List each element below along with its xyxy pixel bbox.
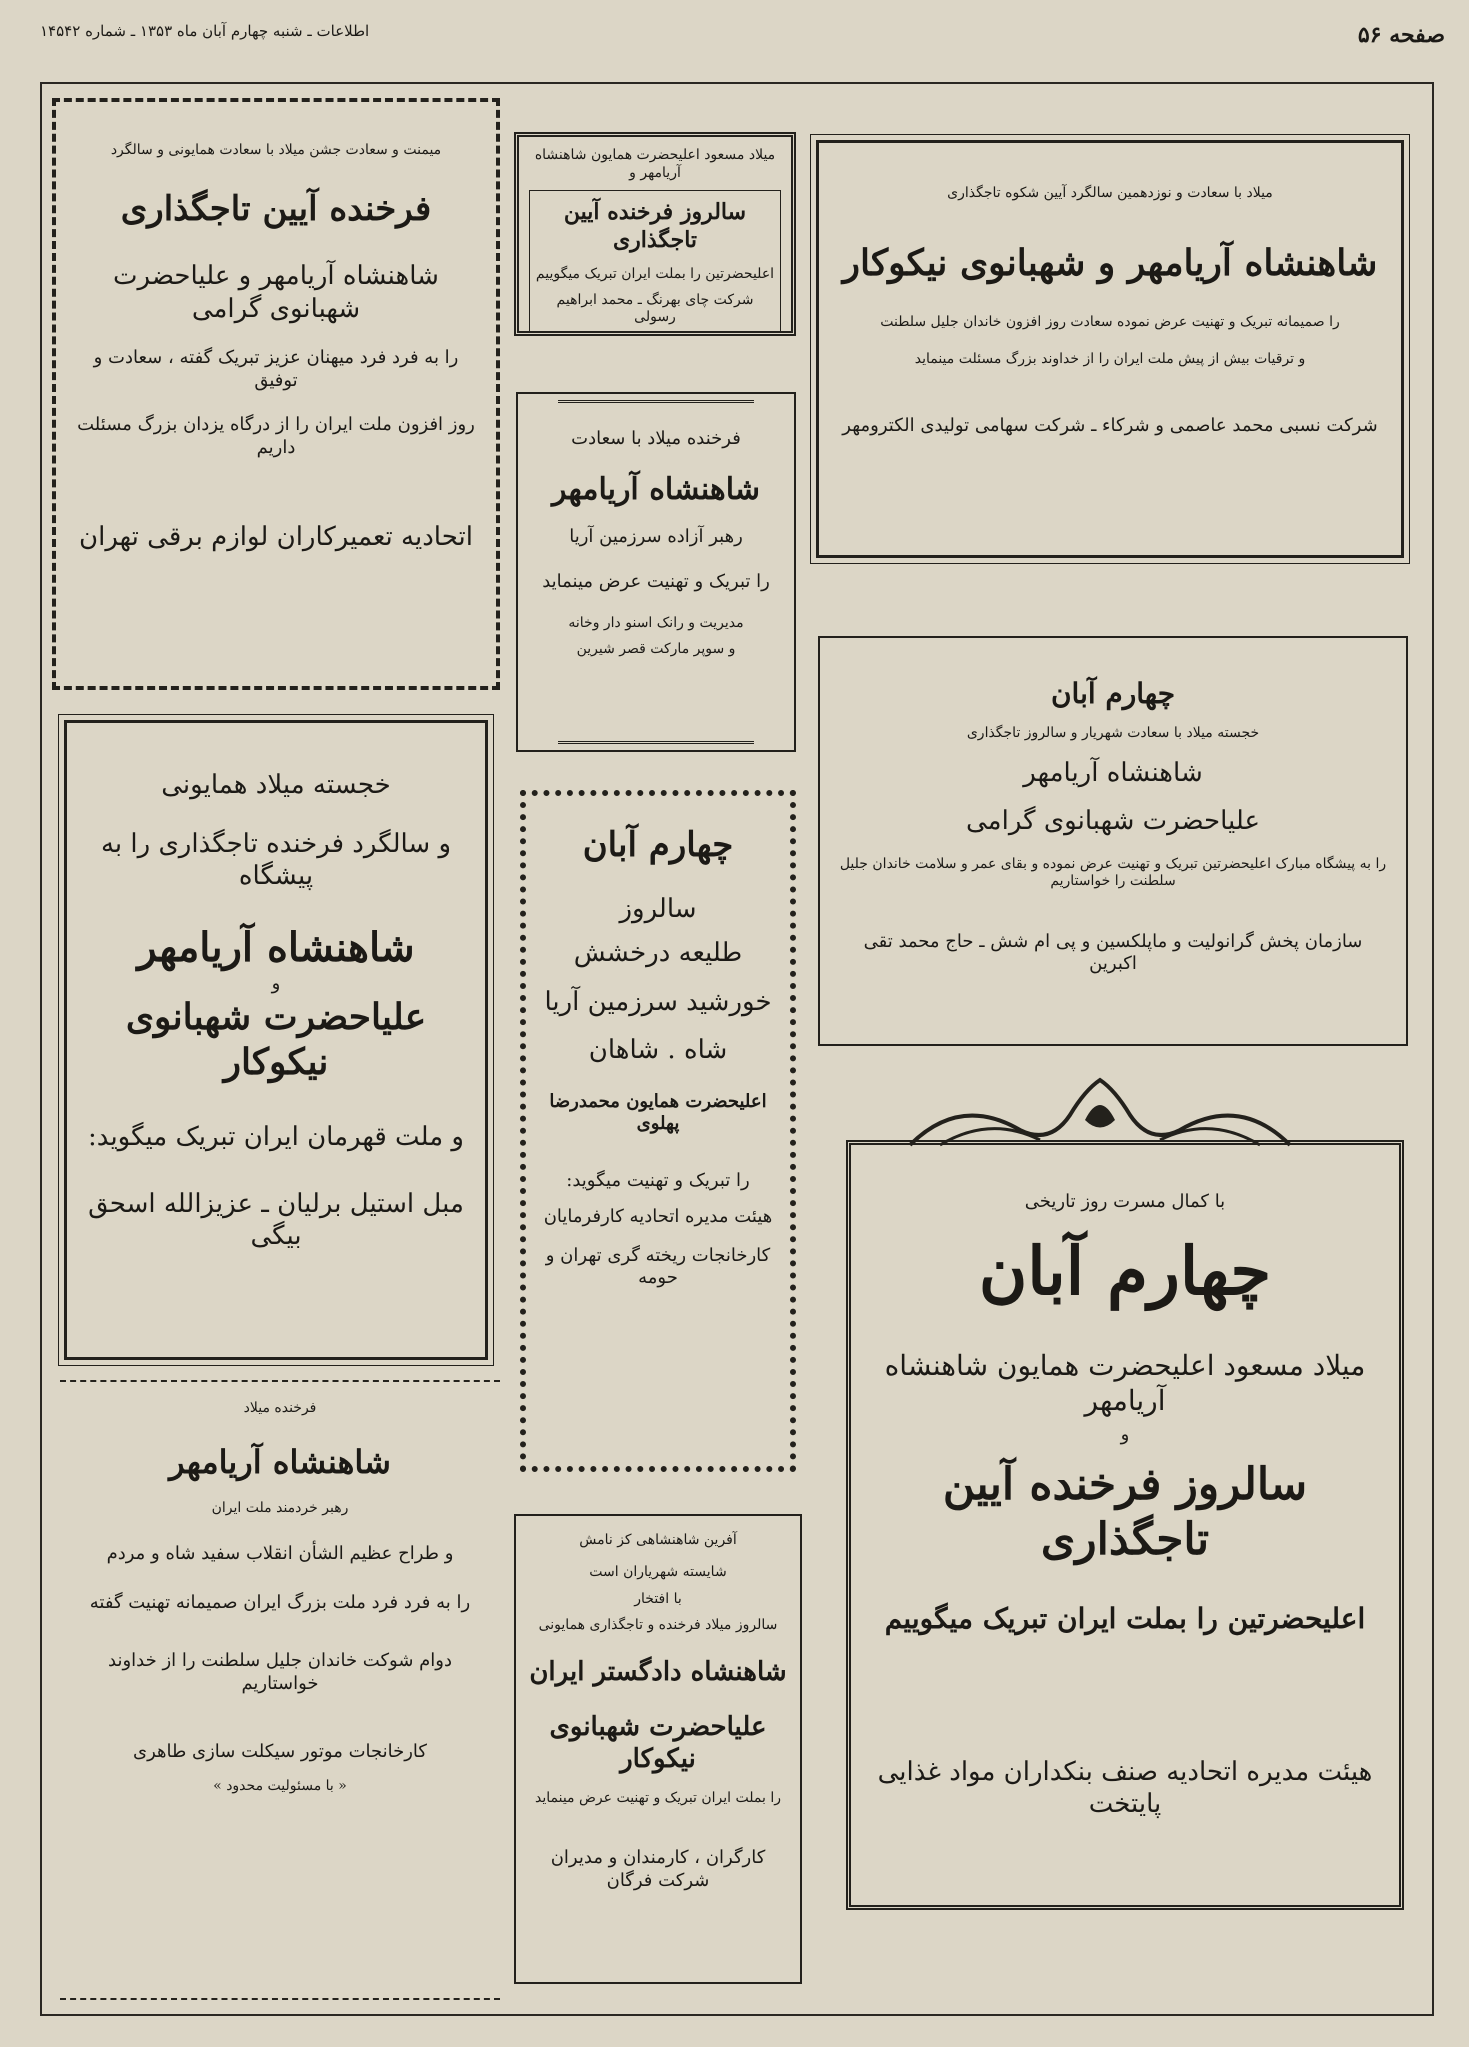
ad7-signature: کارخانجات ریخته گری تهران و حومه [545,1244,771,1288]
ad9-line5: دوام شوکت خاندان جلیل سلطنت را از خداوند خواستاریم [108,1650,452,1694]
ad10-line2: شایسته شهریاران است [589,1563,727,1580]
ad10-line5: را بملت ایران تبریک و تهنیت عرض مینماید [535,1789,781,1806]
ad8-line2: میلاد مسعود اعلیحضرت همایون شاهنشاه آریامهر [884,1349,1366,1417]
ad2-line2: اعلیحضرتین را بملت ایران تبریک میگوییم [535,266,775,282]
page-header-number: صفحه ۵۶ [1357,22,1445,48]
ad-fargan-company [514,1514,802,1984]
ad10-line1: آفرین شاهنشاهی کز نامش [579,1532,737,1548]
ad1-line2: شاهنشاه آریامهر و علیاحضرت شهبانوی گرامی [113,261,439,324]
ad-granulite-distribution [818,636,1408,1046]
ad3-title: شاهنشاه آریامهر و شهبانوی نیکوکار [842,241,1378,284]
ad10-signature: کارگران ، کارمندان و مدیران شرکت فرگان [550,1847,766,1891]
ad10-line4: سالروز میلاد فرخنده و تاجگذاری همایونی [538,1616,778,1633]
ad9-title: شاهنشاه آریامهر [169,1442,391,1481]
ad7-line6: را تبریک و تهنیت میگوید: [566,1169,750,1191]
ad9-line2: رهبر خردمند ملت ایران [211,1499,349,1516]
ad5-signature: سازمان پخش گرانولیت و ماپلکسین و پی ام شش ـ حاج محمد تقی اکبرین [863,930,1363,974]
ad1-title: فرخنده آیین تاجگذاری [120,188,432,229]
ad-foundry-employers-union [520,790,796,1472]
ad6-line2: و سالگرد فرخنده تاجگذاری را به پیشگاه [100,828,452,891]
ad2-title: سالروز فرخنده آیین تاجگذاری [563,199,747,253]
ad2-line1: میلاد مسعود اعلیحضرت همایون شاهنشاه آریامهر و [534,147,776,181]
ad-qasr-shirin [516,392,796,752]
ad3-line1: میلاد با سعادت و نوزدهمین سالگرد آیین شکوه تاجگذاری [947,185,1273,201]
ad9-signature: کارخانجات موتور سیکلت سازی طاهری [132,1741,427,1762]
ad3-line3: و ترقیات بیش از پیش ملت ایران را از خداوند بزرگ مسئلت مینماید [914,351,1306,367]
ad6-title2: علیاحضرت شهبانوی نیکوکار [125,996,427,1083]
ad-food-wholesalers-union [846,1140,1404,1910]
ad1-line1: میمنت و سعادت جشن میلاد با سعادت همایونی و سالگرد [110,142,442,158]
ad1-line4: روز افزون ملت ایران را از درگاه یزدان بزرگ مسئلت داریم [77,414,475,458]
ad6-title1: شاهنشاه آریامهر [137,923,415,971]
ad-electromehr [816,140,1404,558]
ad1-line3: را به فرد فرد میهنان عزیز تبریک گفته ، سعادت و توفیق [93,347,459,391]
ad10-line3: با افتخار [634,1591,682,1607]
ad4-title: شاهنشاه آریامهر [552,471,760,507]
ad8-conj: و [1120,1424,1130,1445]
ad4-line3: را تبریک و تهنیت عرض مینماید [542,570,770,592]
ad9-line3: و طراح عظیم الشأن انقلاب سفید شاه و مردم [106,1543,454,1564]
ad4-line2: رهبر آزاده سرزمین آریا [569,526,743,547]
ad5-line3: علیاحضرت شهبانوی گرامی [966,806,1260,836]
ad7-line7: هیئت مدیره اتحادیه کارفرمایان [543,1206,773,1227]
ad9-note: « با مسئولیت محدود » [213,1777,347,1794]
ad7-line2: طلیعه درخشش [573,938,743,968]
ad10-title1: شاهنشاه دادگستر ایران [529,1657,787,1687]
ad3-line2: را صمیمانه تبریک و تهنیت عرض نموده سعادت روز افزون خاندان جلیل سلطنت [880,313,1340,330]
ad9-line4: را به فرد فرد ملت بزرگ ایران صمیمانه تهنیت گفته [89,1591,471,1613]
ad4-signature: و سوپر مارکت قصر شیرین [576,640,736,657]
ad5-line2: شاهنشاه آریامهر [1023,757,1203,788]
ad5-title: چهارم آبان [1050,677,1176,710]
ad7-line1: سالروز [619,893,697,924]
ad6-line3: و ملت قهرمان ایران تبریک میگوید: [88,1122,464,1152]
ornament-bottom [558,741,754,744]
ad4-line4: مدیریت و رانک اسنو دار وخانه [568,615,744,631]
ad2-inner-box [529,190,781,332]
ad-behrang-tea [514,132,796,336]
ad8-title: چهارم آبان [978,1231,1272,1310]
ad8-line1: با کمال مسرت روز تاریخی [1024,1191,1226,1212]
ad7-line3: خورشید سرزمین آریا [544,986,772,1017]
ad3-signature: شرکت نسبی محمد عاصمی و شرکاء ـ شرکت سهامی تولیدی الکترومهر [842,414,1378,436]
ad7-line4: شاه . شاهان [588,1035,728,1065]
ad1-signature: اتحادیه تعمیرکاران لوازم برقی تهران [79,522,473,552]
ad9-line1: فرخنده میلاد [243,1400,317,1416]
ad6-signature: مبل استیل برلیان ـ عزیزالله اسحق بیگی [88,1188,464,1251]
ad8-line3: اعلیحضرتین را بملت ایران تبریک میگوییم [884,1601,1366,1635]
ad-electric-repair-union [52,98,500,690]
ad2-signature: شرکت چای بهرنگ ـ محمد ابراهیم رسولی [556,291,754,325]
ad10-title2: علیاحضرت شهبانوی نیکوکار [549,1711,767,1774]
ad6-line1: خجسته میلاد همایونی [161,770,391,800]
page-header-info: اطلاعات ـ شنبه چهارم آبان ماه ۱۳۵۳ ـ شماره ۱۴۵۴۲ [40,22,370,40]
ad5-line1: خجسته میلاد با سعادت شهریار و سالروز تاجگذاری [966,725,1260,741]
ad4-line1: فرخنده میلاد با سعادت [571,428,741,449]
ad-brilliant-steel-furniture [64,720,488,1360]
ad7-title: چهارم آبان [582,825,734,865]
ad5-line4: را به پیشگاه مبارک اعلیحضرتین تبریک و تهنیت عرض نموده و بقای عمر و سلامت خاندان جلیل سلطنت را خواستاریم [839,855,1387,889]
ad6-conj: و [271,972,281,994]
ad7-line5: اعلیحضرت همایون محمدرضا پهلوی [549,1090,767,1134]
ad8-title2: سالروز فرخنده آیین تاجگذاری [942,1458,1308,1565]
ad8-signature: هیئت مدیره اتحادیه صنف بنکداران مواد غذایی پایتخت [877,1756,1373,1819]
ad-taheri-motorcycle [60,1380,500,2000]
ornament-top [558,400,754,403]
